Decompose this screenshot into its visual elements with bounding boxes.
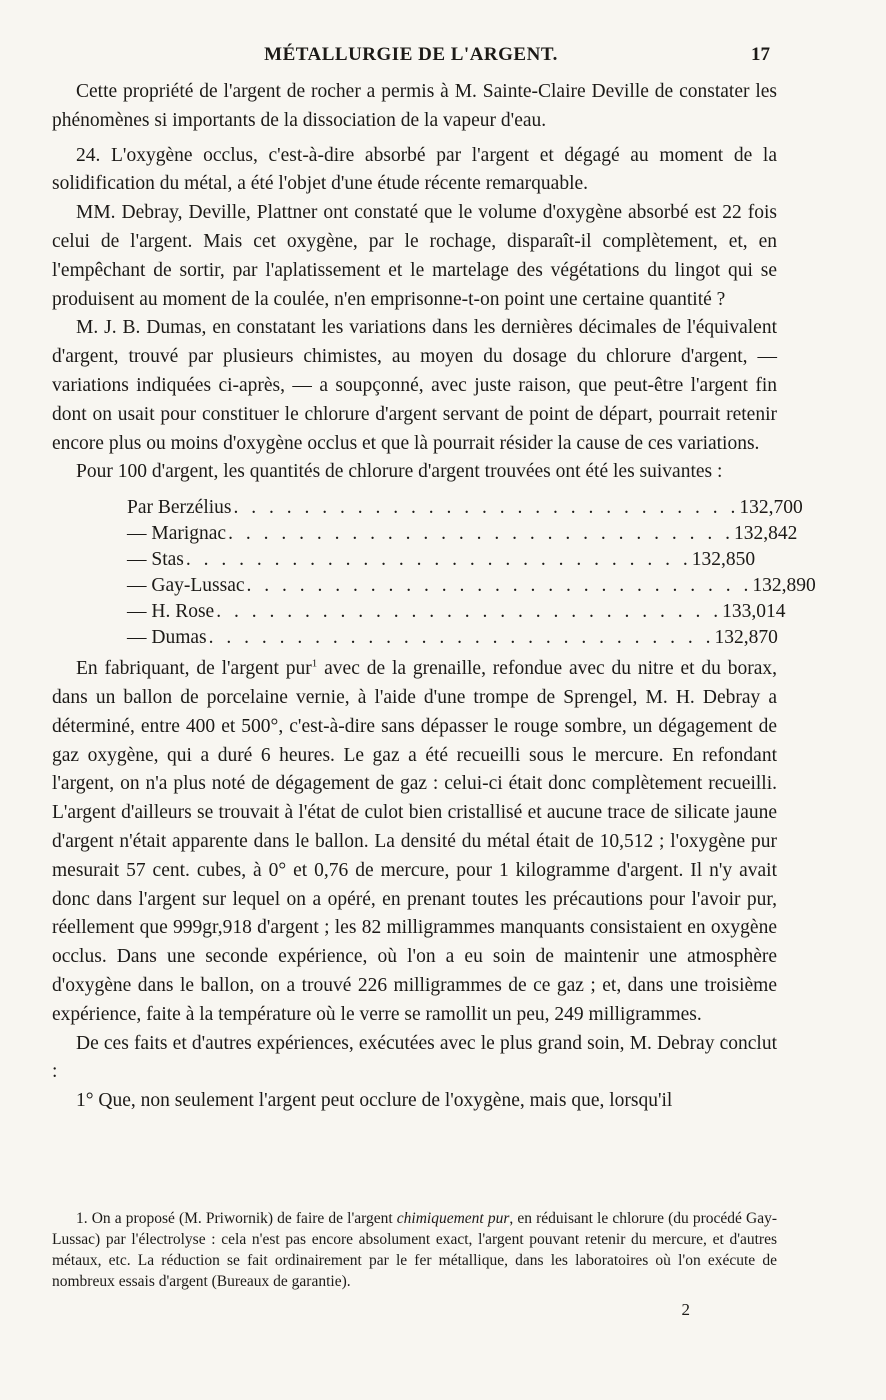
running-header xyxy=(52,44,770,74)
row-value: 133,014 xyxy=(722,601,786,623)
table-row: Par Berzélius . . . . . . . . . . . . . . . . . . . . . . . . . . . . . 132,700 xyxy=(52,495,777,521)
paragraph-5: Pour 100 d'argent, les quantités de chlorure d'argent trouvées ont été les suivantes : xyxy=(76,461,723,483)
paragraph-8: 1° Que, non seulement l'argent peut occlure de l'oxygène, mais que, lorsqu'il xyxy=(76,1090,673,1112)
row-value: 132,842 xyxy=(733,523,798,545)
paragraph-6-start: En fabriquant, de l'argent pur xyxy=(76,658,312,680)
paragraph-3: MM. Debray, Deville, Plattner ont constaté que le volume d'oxygène absorbé est 22 fois celui de l'argent. Mais cet oxygène, par le rochage, disparaît-il complètement, et, en l'empêchant de sortir, par l'aplatissement et le martelage des végétations du lingot qui se produisent au moment de la coulée, n'en emprisonne-t-on point une certaine quantité ? xyxy=(52,202,777,310)
page-number: 17 xyxy=(751,44,770,65)
paragraph-1: Cette propriété de l'argent de rocher a permis à M. Sainte-Claire Deville de constater les phénomènes si importants de la dissociation de la vapeur d'eau. xyxy=(52,81,777,131)
paragraph-6-rest: avec de la grenaille, refondue avec du nitre et du borax, dans un ballon de porcelaine vernie, à l'aide d'une trompe de Sprengel, M. H. Debray a déterminé, entre 400 et 500°, c'est-à-dire sans dépasser le rouge sombre, un dégagement de gaz oxygène, qui a duré 6 heures. Le gaz a été recueilli sous le mercure. En refondant l'argent, on n'a plus noté de dégagement de gaz : celui-ci était donc complètement recueilli. L'argent d'ailleurs se trouvait à l'état de culot bien cristallisé et aucune trace de silicate jaune d'argent n'était apparente dans le ballon. La densité du métal était de 10,512 ; l'oxygène pur mesurait 57 cent. cubes, à 0° et 0,76 de mercure, pour 1 kilogramme d'argent. Il n'y avait donc dans l'argent sur lequel on a opéré, en prenant toutes les précautions pour l'avoir pur, réellement que 999gr,918 d'argent ; les 82 milligrammes manquants consistaient en oxygène occlus. Dans une seconde expérience, où l'on a eu soin de maintenir une atmosphère d'oxygène dans le ballon, on a trouvé 226 milligrammes de ce gaz ; et, dans une troisième expérience, faite à la température où le verre se ramollit un peu, 249 milligrammes. xyxy=(52,658,778,1025)
table-row: — Dumas . . . . . . . . . . . . . . . . . . . . . . . . . . . . . 132,870 xyxy=(52,625,777,651)
row-name: — Dumas xyxy=(127,627,207,649)
paragraph-2: 24. L'oxygène occlus, c'est-à-dire absorbé par l'argent et dégagé au moment de la solidification du métal, a été l'objet d'une étude récente remarquable. xyxy=(52,144,777,195)
row-value: 132,870 xyxy=(714,627,778,649)
row-name: — H. Rose xyxy=(127,601,215,623)
row-value: 132,850 xyxy=(691,549,756,571)
footnote-area xyxy=(52,1208,777,1292)
table-row: — Marignac . . . . . . . . . . . . . . . . . . . . . . . . . . . . . 132,842 xyxy=(52,521,777,547)
table-row: — Stas . . . . . . . . . . . . . . . . . . . . . . . . . . . . . 132,850 xyxy=(52,547,777,573)
chlorure-table xyxy=(52,495,816,651)
footnote-emphasis: chimiquement pur xyxy=(396,1210,510,1227)
table-row: — Gay-Lussac . . . . . . . . . . . . . . . . . . . . . . . . . . . . . 132,890 xyxy=(52,573,777,599)
table-row: — H. Rose . . . . . . . . . . . . . . . . . . . . . . . . . . . . . 133,014 xyxy=(52,599,777,625)
running-title: MÉTALLURGIE DE L'ARGENT. xyxy=(264,44,558,65)
footnote-1 xyxy=(52,1208,777,1292)
row-value: 132,890 xyxy=(752,575,816,597)
footnote-text-start: 1. On a proposé (M. Priwornik) de faire de l'argent xyxy=(76,1210,397,1227)
paragraph-4: M. J. B. Dumas, en constatant les variations dans les dernières décimales de l'équivalent d'argent, trouvé par plusieurs chimistes, au moyen du dosage du chlorure d'argent, — variations indiquées ci-après, — a soupçonné, avec juste raison, que peut-être l'argent fin dont on usait pour constituer le chlorure d'argent servant de point de départ, pourrait retenir encore plus ou moins d'oxygène occlus et que là pourrait résider la cause de ces variations. xyxy=(52,317,777,454)
footnote-text-rest: , en réduisant le chlorure (du procédé Gay-Lussac) par l'électrolyse : cela n'est pas encore absolument exact, l'argent pouvant retenir du mercure, et d'autres métaux, etc. La réduction se fait ordinairement par le fer métallique, dans les laboratoires où l'on exécute de nombreux essais d'argent (Bureaux de garantie). xyxy=(52,1210,777,1290)
paragraph-6 xyxy=(52,655,777,1029)
row-name: — Marignac xyxy=(127,523,227,545)
row-name: — Stas xyxy=(127,549,184,571)
paragraph-7: De ces faits et d'autres expériences, exécutées avec le plus grand soin, M. Debray conclut : xyxy=(52,1032,777,1083)
footnote-ref: 1 xyxy=(311,657,318,670)
signature-mark: 2 xyxy=(681,1300,690,1319)
row-name: Par Berzélius xyxy=(127,497,232,519)
row-name: — Gay-Lussac xyxy=(127,575,245,597)
body-text xyxy=(52,78,816,1116)
row-value: 132,700 xyxy=(739,497,803,519)
